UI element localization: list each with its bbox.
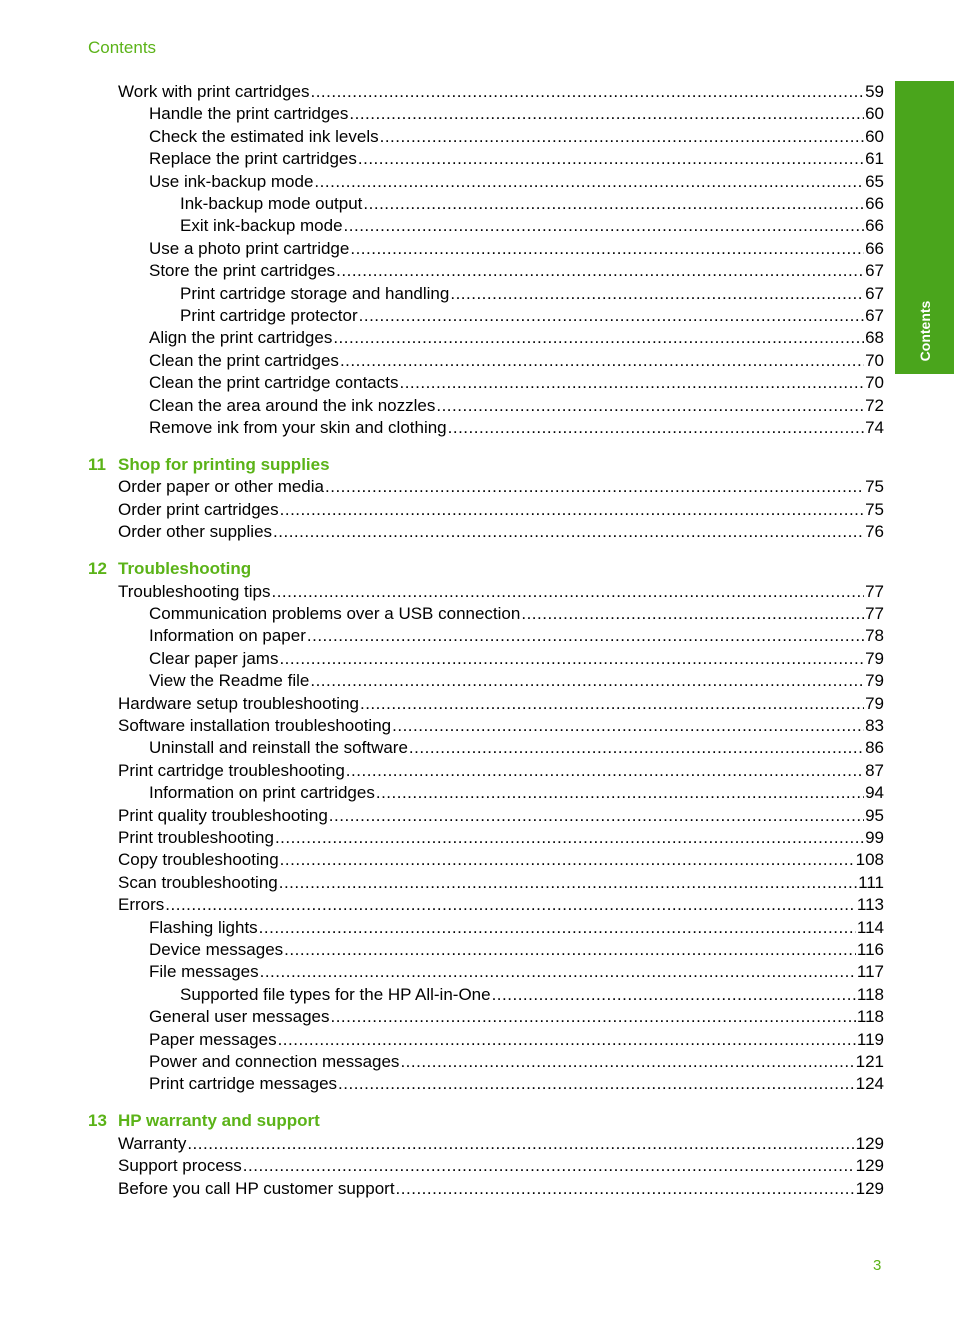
chapter-title: Shop for printing supplies (118, 455, 330, 474)
toc-entry-page: 87 (865, 760, 884, 780)
chapter-number: 12 (88, 559, 107, 579)
dot-leader (314, 171, 864, 193)
side-tab-label: Contents (916, 300, 933, 362)
dot-leader (330, 1006, 855, 1028)
toc-entry[interactable] (149, 103, 884, 125)
toc-entry-page: 99 (865, 828, 884, 847)
toc-entry[interactable] (118, 81, 884, 103)
toc-entry[interactable] (118, 894, 884, 916)
toc-entry-page: 70 (865, 373, 884, 393)
toc-entry-page: 78 (865, 626, 884, 646)
dot-leader (436, 395, 864, 417)
toc-entry[interactable] (118, 827, 884, 849)
toc-entry[interactable] (118, 693, 884, 715)
toc-entry-title: Work with print cartridges (118, 82, 310, 101)
toc-entry-title: Order other supplies (118, 522, 273, 542)
toc-entry[interactable] (149, 625, 884, 647)
dot-leader (409, 737, 864, 759)
toc-entry-page: 83 (865, 716, 884, 735)
toc-entry-page: 66 (865, 216, 884, 236)
dot-leader (350, 238, 864, 260)
dot-leader (273, 521, 864, 543)
dot-leader (329, 805, 864, 827)
toc-entry-title: General user messages (149, 1007, 330, 1027)
toc-entry-title: Order paper or other media (118, 477, 324, 497)
toc-entry-page: 129 (855, 1156, 884, 1176)
dot-leader (344, 215, 865, 237)
toc-entry-title: Hardware setup troubleshooting (118, 693, 359, 713)
toc-entry[interactable] (149, 372, 884, 394)
dot-leader (376, 782, 864, 804)
dot-leader (325, 476, 864, 498)
side-tab (895, 81, 954, 374)
toc-entry-title: Copy troubleshooting (118, 850, 279, 870)
toc-entry-page: 124 (855, 1074, 884, 1094)
page-number: 3 (873, 1257, 882, 1274)
toc-entry-page: 76 (865, 522, 884, 542)
toc-entry[interactable] (149, 350, 884, 372)
toc-entry[interactable] (149, 126, 884, 148)
dot-leader (399, 372, 864, 394)
toc-entry[interactable] (149, 395, 884, 417)
toc-entry-title: Align the print cartridges (149, 328, 333, 348)
toc-entry-page: 77 (865, 581, 884, 601)
toc-entry-title: Software installation troubleshooting (118, 716, 392, 735)
toc-entry-page: 68 (865, 328, 884, 348)
dot-leader (310, 81, 864, 103)
toc-entry[interactable] (118, 805, 884, 827)
toc-entry-title: Support process (118, 1156, 242, 1176)
toc-entry[interactable] (149, 917, 884, 939)
toc-entry[interactable] (118, 760, 884, 782)
toc-entry-title: Scan troubleshooting (118, 872, 278, 892)
toc-entry[interactable] (149, 171, 884, 193)
toc-entry-title: Order print cartridges (118, 499, 279, 519)
toc-entry-page: 79 (865, 693, 884, 713)
dot-leader (259, 917, 856, 939)
toc-entry-title: Information on paper (149, 626, 306, 646)
toc-entry-title: Clean the area around the ink nozzles (149, 395, 436, 415)
toc-entry[interactable] (118, 849, 884, 871)
dot-leader (448, 417, 864, 439)
toc-entry-title: Before you call HP customer support (118, 1178, 395, 1198)
toc-entry-page: 114 (856, 917, 884, 937)
dot-leader (396, 1178, 855, 1200)
dot-leader (284, 939, 856, 961)
dot-leader (380, 126, 864, 148)
dot-leader (450, 283, 864, 305)
toc-entry-page: 86 (865, 738, 884, 758)
toc-entry[interactable] (118, 581, 884, 603)
dot-leader (521, 603, 864, 625)
chapter-title: Troubleshooting (118, 559, 252, 579)
toc-entry-title: Handle the print cartridges (149, 104, 349, 124)
dot-leader (307, 625, 864, 647)
toc-entry[interactable] (149, 670, 884, 692)
toc-entry-page: 95 (865, 805, 884, 825)
toc-entry[interactable] (149, 260, 884, 282)
toc-entry-title: Print cartridge storage and handling (180, 283, 450, 303)
toc-entry-title: Paper messages (149, 1029, 277, 1049)
toc-entry-title: File messages (149, 962, 259, 982)
toc-entry-page: 79 (865, 648, 884, 668)
toc-entry-title: Store the print cartridges (149, 261, 336, 281)
toc-entry[interactable] (180, 984, 884, 1006)
dot-leader (400, 1051, 854, 1073)
toc-entry[interactable] (180, 283, 884, 305)
toc-entry[interactable] (118, 1133, 884, 1155)
dot-leader (338, 1073, 855, 1095)
dot-leader (358, 148, 864, 170)
toc-entry-title: Print cartridge messages (149, 1074, 338, 1094)
toc-entry[interactable] (149, 327, 884, 349)
toc-entry[interactable] (180, 305, 884, 327)
toc-entry[interactable] (149, 148, 884, 170)
toc-entry[interactable] (118, 1178, 884, 1200)
toc-entry[interactable] (118, 1155, 884, 1177)
toc-entry-page: 61 (865, 149, 884, 169)
dot-leader (363, 193, 864, 215)
dot-leader (336, 260, 864, 282)
toc-entry-title: Replace the print cartridges (149, 149, 357, 169)
toc-entry-page: 67 (865, 306, 884, 325)
toc-entry[interactable] (149, 417, 884, 439)
chapter-heading (88, 454, 330, 476)
toc-entry-page: 116 (856, 940, 884, 959)
dot-leader (280, 849, 855, 871)
dot-leader (310, 670, 864, 692)
toc-entry-page: 113 (856, 895, 884, 915)
toc-entry-page: 108 (855, 850, 884, 870)
toc-entry-page: 60 (865, 104, 884, 124)
chapter-heading (88, 558, 251, 580)
toc-entry-title: Flashing lights (149, 917, 258, 937)
toc-entry-page: 67 (865, 283, 884, 303)
dot-leader (243, 1155, 855, 1177)
dot-leader (187, 1133, 854, 1155)
toc-entry-title: Exit ink-backup mode (180, 216, 343, 236)
toc-entry-page: 121 (855, 1052, 884, 1071)
toc-entry-title: Power and connection messages (149, 1052, 400, 1071)
toc-entry-page: 59 (865, 82, 884, 101)
toc-entry-title: Clean the print cartridges (149, 350, 339, 370)
toc-entry-title: Ink-backup mode output (180, 194, 363, 213)
toc-entry-page: 118 (856, 984, 884, 1004)
toc-entry[interactable] (118, 872, 884, 894)
toc-entry-page: 117 (856, 962, 884, 982)
toc-entry-page: 111 (858, 872, 884, 892)
toc-entry-title: Check the estimated ink levels (149, 126, 379, 146)
toc-entry-page: 75 (865, 499, 884, 519)
dot-leader (260, 961, 856, 983)
dot-leader (340, 350, 864, 372)
toc-entry-title: Uninstall and reinstall the software (149, 738, 408, 758)
toc-entry[interactable] (180, 193, 884, 215)
toc-entry-page: 65 (865, 171, 884, 191)
toc-entry[interactable] (149, 1006, 884, 1028)
dot-leader (165, 894, 856, 916)
dot-leader (349, 103, 864, 125)
chapter-heading (88, 1110, 320, 1132)
toc-entry-title: Use a photo print cartridge (149, 238, 350, 258)
toc-entry[interactable] (180, 215, 884, 237)
dot-leader (346, 760, 864, 782)
toc-entry-page: 60 (865, 126, 884, 146)
toc-entry-title: Clear paper jams (149, 648, 279, 668)
toc-entry-page: 66 (865, 238, 884, 258)
toc-entry[interactable] (118, 476, 884, 498)
toc-entry-title: Print cartridge protector (180, 306, 358, 325)
toc-entry[interactable] (118, 715, 884, 737)
toc-entry-title: Information on print cartridges (149, 783, 375, 803)
toc-entry-title: Device messages (149, 940, 284, 959)
toc-entry-page: 119 (856, 1029, 884, 1049)
toc-entry[interactable] (149, 238, 884, 260)
toc-entry-title: Print troubleshooting (118, 828, 274, 847)
toc-entry-page: 67 (865, 261, 884, 281)
toc-entry[interactable] (149, 1051, 884, 1073)
dot-leader (278, 1029, 856, 1051)
toc-entry-page: 129 (855, 1133, 884, 1153)
toc-entry-title: Use ink-backup mode (149, 171, 314, 191)
toc-entry-title: Print quality troubleshooting (118, 805, 328, 825)
toc-entry-page: 77 (865, 604, 884, 623)
toc-entry-title: Clean the print cartridge contacts (149, 373, 399, 393)
chapter-number: 11 (88, 455, 106, 474)
toc-entry-title: Troubleshooting tips (118, 581, 271, 601)
dot-leader (333, 327, 864, 349)
toc-entry-title: Remove ink from your skin and clothing (149, 418, 447, 437)
dot-leader (392, 715, 864, 737)
toc-entry-page: 72 (865, 395, 884, 415)
dot-leader (280, 499, 864, 521)
toc-entry-title: Communication problems over a USB connection (149, 604, 521, 623)
toc-entry-page: 66 (865, 194, 884, 213)
toc-entry-page: 74 (865, 418, 884, 437)
toc-entry[interactable] (149, 603, 884, 625)
toc-entry[interactable] (149, 648, 884, 670)
toc-entry[interactable] (149, 1073, 884, 1095)
toc-entry[interactable] (149, 782, 884, 804)
toc-entry-title: Errors (118, 895, 165, 915)
toc-entry[interactable] (149, 939, 884, 961)
dot-leader (360, 693, 864, 715)
dot-leader (492, 984, 856, 1006)
toc-entry-title: Warranty (118, 1133, 187, 1153)
dot-leader (275, 827, 864, 849)
chapter-number: 13 (88, 1111, 107, 1131)
toc-entry-title: Print cartridge troubleshooting (118, 760, 345, 780)
dot-leader (279, 648, 864, 670)
toc-entry-page: 118 (856, 1007, 884, 1027)
toc-entry-page: 94 (865, 783, 884, 803)
toc-entry-title: View the Readme file (149, 671, 310, 691)
toc-entry[interactable] (149, 961, 884, 983)
dot-leader (359, 305, 864, 327)
toc-entry-page: 79 (865, 671, 884, 691)
toc-entry[interactable] (118, 499, 884, 521)
toc-entry-title: Supported file types for the HP All-in-One (180, 984, 491, 1004)
toc-entry-page: 75 (865, 477, 884, 497)
toc-entry[interactable] (149, 737, 884, 759)
toc-entry[interactable] (149, 1029, 884, 1051)
dot-leader (271, 581, 864, 603)
toc-entry-page: 129 (855, 1178, 884, 1198)
running-head: Contents (88, 38, 157, 57)
toc-entry[interactable] (118, 521, 884, 543)
chapter-title: HP warranty and support (118, 1111, 320, 1131)
toc-entry-page: 70 (865, 350, 884, 370)
dot-leader (279, 872, 857, 894)
